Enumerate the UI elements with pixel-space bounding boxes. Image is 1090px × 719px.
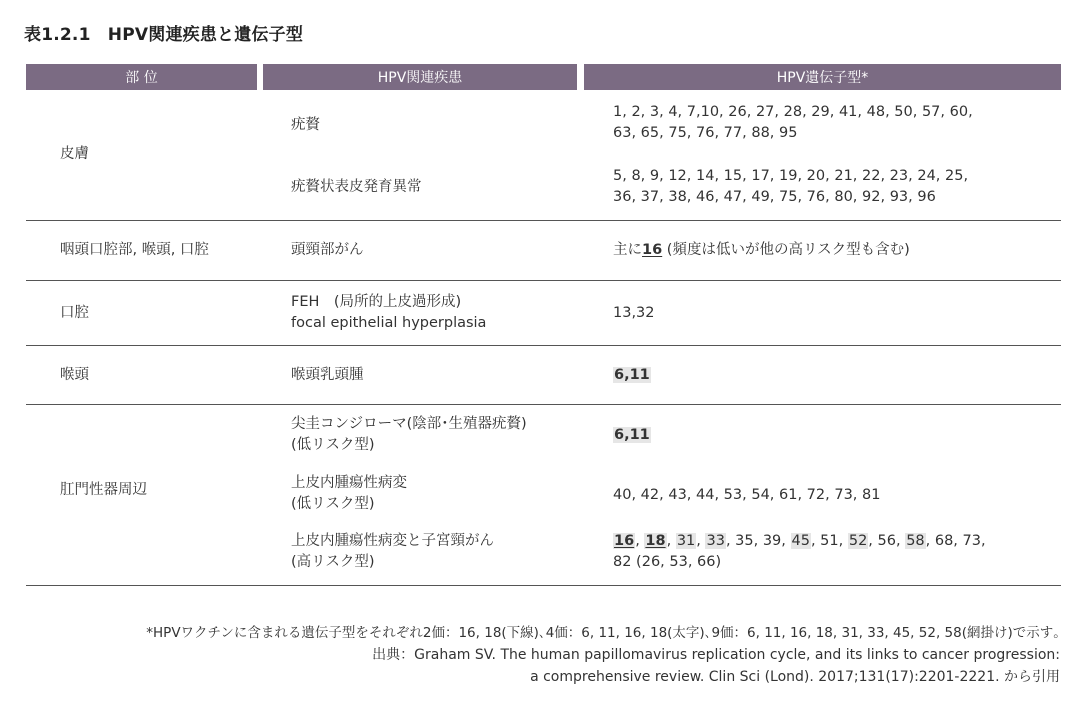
genotype-epidermodysplasia-line1: 5, 8, 9, 12, 14, 15, 17, 19, 20, 21, 22, 23, 24, 25,	[613, 168, 969, 184]
site-larynx: 喉頭	[60, 367, 89, 383]
header-genotype: HPV遺伝子型*	[584, 64, 1061, 90]
genotype-wart-line1: 1, 2, 3, 4, 7,10, 26, 27, 28, 29, 41, 48, 50, 57, 60,	[613, 104, 973, 120]
header-site: 部 位	[26, 64, 257, 90]
source-line2: a comprehensive review. Clin Sci (Lond). 2017;131(17):2201-2221. から引用	[530, 669, 1060, 685]
site-pharynx: 咽頭口腔部, 喉頭, 口腔	[60, 242, 209, 258]
row-divider	[26, 220, 1061, 221]
disease-condyloma-line1: 尖圭コンジローマ(陰部･生殖器疣贅)	[291, 416, 527, 432]
disease-feh-line2: focal epithelial hyperplasia	[291, 315, 487, 331]
table-bottom-rule	[26, 585, 1061, 586]
genotype-papilloma: 6,11	[614, 367, 650, 383]
genotype-head-neck: 主に16 (頻度は低いが他の高リスク型も含む)	[613, 242, 910, 258]
row-divider	[26, 404, 1061, 405]
header-disease: HPV関連疾患	[263, 64, 577, 90]
disease-cin-low-line2: (低リスク型)	[291, 496, 375, 512]
disease-head-neck-cancer: 頭頸部がん	[291, 242, 364, 258]
genotype-condyloma: 6,11	[614, 427, 650, 443]
disease-wart: 疣贅	[291, 117, 320, 133]
disease-condyloma-line2: (低リスク型)	[291, 437, 375, 453]
source-line1: 出典：Graham SV. The human papillomavirus replication cycle, and its links to cancer progression:	[372, 647, 1060, 663]
table-title: 表1.2.1 HPV関連疾患と遺伝子型	[24, 25, 304, 45]
site-skin: 皮膚	[60, 146, 89, 162]
disease-papilloma: 喉頭乳頭腫	[291, 367, 364, 383]
genotype-epidermodysplasia-line2: 36, 37, 38, 46, 47, 49, 75, 76, 80, 92, 93, 96	[613, 189, 936, 205]
disease-cin-cancer-line1: 上皮内腫瘍性病変と子宮頸がん	[291, 533, 494, 549]
disease-feh-line1: FEH (局所的上皮過形成)	[291, 294, 462, 310]
site-anogenital: 肛門性器周辺	[60, 482, 147, 498]
disease-cin-low-line1: 上皮内腫瘍性病変	[291, 475, 407, 491]
genotype-cin-low: 40, 42, 43, 44, 53, 54, 61, 72, 73, 81	[613, 487, 881, 503]
disease-cin-cancer-line2: (高リスク型)	[291, 554, 375, 570]
row-divider	[26, 280, 1061, 281]
genotype-feh: 13,32	[613, 305, 655, 321]
genotype-cin-cancer-line1: 16, 18, 31, 33, 35, 39, 45, 51, 52, 56, 58, 68, 73,	[614, 533, 986, 549]
row-divider	[26, 345, 1061, 346]
genotype-wart-line2: 63, 65, 75, 76, 77, 88, 95	[613, 125, 798, 141]
genotype-cin-cancer-line2: 82 (26, 53, 66)	[613, 554, 722, 570]
disease-epidermodysplasia: 疣贅状表皮発育異常	[291, 179, 422, 195]
site-oral: 口腔	[60, 305, 89, 321]
footnote-vaccine: *HPVワクチンに含まれる遺伝子型をそれぞれ2価：16, 18(下線)､4価：6, 11, 16, 18(太字)､9価：6, 11, 16, 18, 31, 33, 45, 52, 58(網掛け)で示す｡	[146, 625, 1060, 641]
